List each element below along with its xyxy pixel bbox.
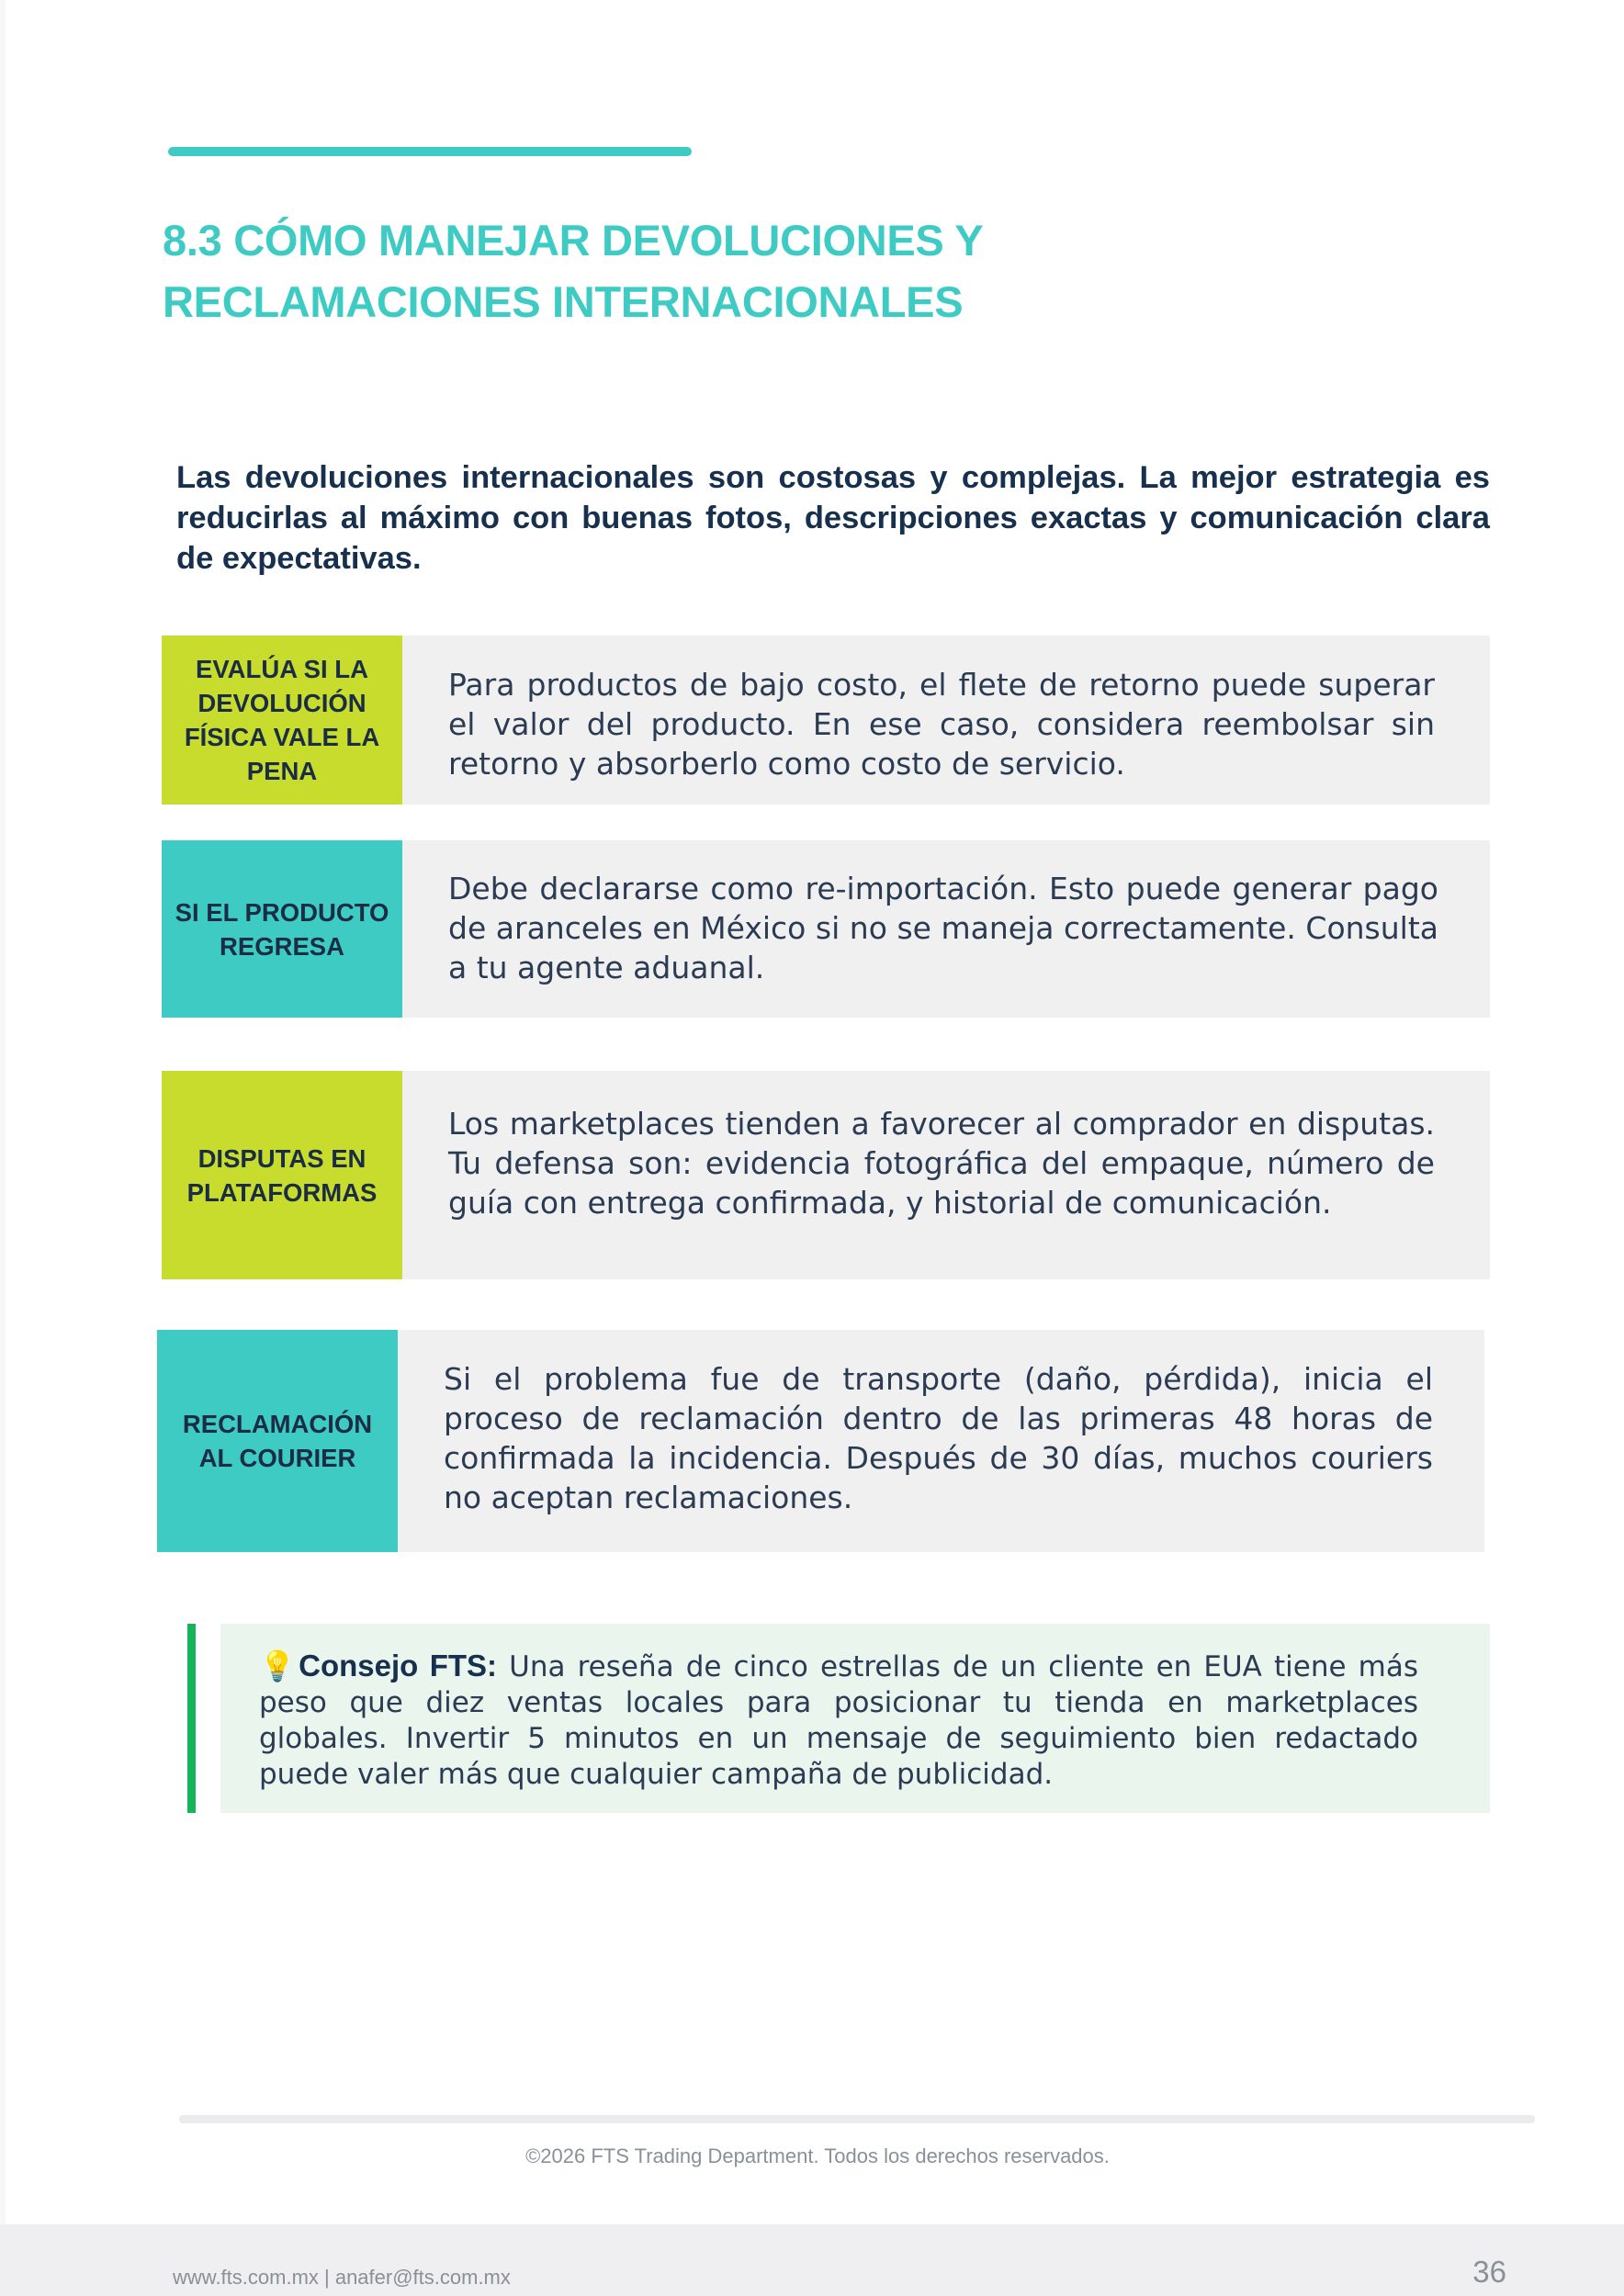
tip-callout — [187, 1624, 1490, 1813]
page-number: 36 — [1472, 2255, 1506, 2289]
card-body — [398, 1330, 1484, 1552]
card-label: RECLAMACIÓN AL COURIER — [157, 1330, 398, 1552]
document-page — [6, 0, 1624, 2224]
tip-text — [259, 1648, 1418, 1793]
card-text: Si el problema fue de transporte (daño, pérdida), inicia el proceso de reclamación dentro de las primeras 48 horas de confirmada la incidencia. Después de 30 días, muchos couriers no aceptan reclamaciones. — [444, 1361, 1433, 1515]
lightbulb-icon: 💡 — [259, 1649, 299, 1683]
copyright: ©2026 FTS Trading Department. Todos los derechos reservados. — [525, 2144, 1110, 2167]
card-evaluate-return — [162, 636, 1490, 805]
card-label: DISPUTAS EN PLATAFORMAS — [162, 1071, 402, 1279]
tip-rule — [187, 1624, 196, 1813]
card-body — [402, 1071, 1490, 1279]
card-courier-claim — [157, 1330, 1484, 1552]
intro-paragraph: Las devoluciones internacionales son costosas y complejas. La mejor estrategia es reducirlas al máximo con buenas fotos, descripciones exactas y comunicación clara de expectativas. — [176, 460, 1490, 576]
card-text: Para productos de bajo costo, el flete de retorno puede superar el valor del producto. En ese caso, considera reembolsar sin retorno y absorberlo como costo de servicio. — [448, 667, 1435, 782]
card-body — [402, 636, 1490, 805]
tip-body: Una reseña de cinco estrellas de un cliente en EUA tiene más peso que diez ventas locales para posicionar tu tienda en marketplaces globales. Invertir 5 minutos en un mensaje de seguimiento bien redactado puede valer más que cualquier campaña de publicidad. — [259, 1650, 1419, 1791]
card-platform-disputes — [162, 1071, 1490, 1279]
footer-rule — [179, 2115, 1535, 2123]
accent-bar — [168, 147, 692, 156]
card-label: EVALÚA SI LA DEVOLUCIÓN FÍSICA VALE LA PENA — [162, 636, 402, 805]
section-title-line1: 8.3 CÓMO MANEJAR DEVOLUCIONES Y — [163, 216, 984, 264]
section-title-line2: RECLAMACIONES INTERNACIONALES — [163, 277, 964, 326]
tip-label: Consejo FTS: — [299, 1649, 498, 1683]
card-label: SI EL PRODUCTO REGRESA — [162, 840, 402, 1018]
section-title — [163, 209, 1081, 332]
footer-contact: www.fts.com.mx | anafer@fts.com.mx — [173, 2266, 511, 2289]
tip-box — [220, 1624, 1490, 1813]
card-text: Debe declararse como re-importación. Esto puede generar pago de aranceles en México si no se maneja correctamente. Consulta a tu agente aduanal. — [448, 871, 1438, 985]
card-body — [402, 840, 1490, 1018]
card-text: Los marketplaces tienden a favorecer al comprador en disputas. Tu defensa son: evidencia fotográfica del empaque, número de guía con entrega confirmada, y historial de comunicación. — [448, 1106, 1435, 1221]
card-product-returns — [162, 840, 1490, 1018]
